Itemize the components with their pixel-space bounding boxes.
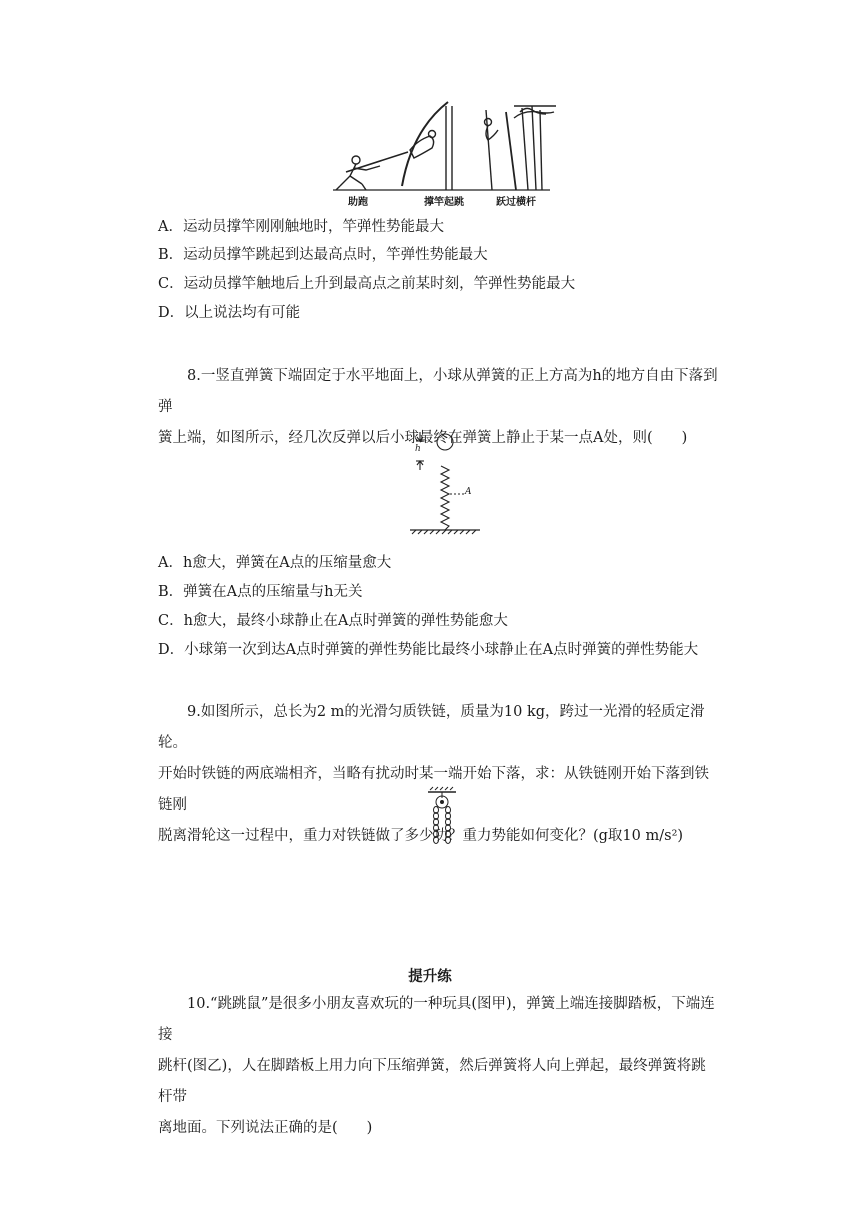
q7-option-a: A．运动员撑竿刚刚触地时，竿弹性势能最大 [158,219,444,235]
q8-option-c: C．h愈大，最终小球静止在A点时弹簧的弹性势能愈大 [158,613,508,629]
q9-stem-line-1: 9.如图所示，总长为2 m的光滑匀质铁链，质量为10 kg，跨过一光滑的轻质定滑轮。 [158,704,705,751]
q9-stem-line-3: 脱离滑轮这一过程中，重力对铁链做了多少功？重力势能如何变化？(g取10 m/s²) [158,828,684,844]
caption-run-up: 助跑 [348,197,368,208]
q10-stem-line-1: 10.“跳跳鼠”是很多小朋友喜欢玩的一种玩具(图甲)，弹簧上端连接脚踏板，下端连接 [158,996,715,1043]
q9-stem-line-2: 开始时铁链的两底端相齐，当略有扰动时某一端开始下落，求：从铁链刚开始下落到铁链刚 [158,766,709,813]
a-point-label: A [465,487,472,497]
q8-stem-line-1: 8.一竖直弹簧下端固定于水平地面上，小球从弹簧的正上方高为h的地方自由下落到弹 [158,368,718,415]
q8-option-b: B．弹簧在A点的压缩量与h无关 [158,584,363,600]
q10-stem-line-3: 离地面。下列说法正确的是( ) [158,1120,373,1136]
q10-stem-line-2: 跳杆(图乙)，人在脚踏板上用力向下压缩弹簧，然后弹簧将人向上弹起，最终弹簧将跳杆带 [158,1058,706,1105]
caption-clear-bar: 跃过横杆 [496,197,536,208]
q8-option-a: A．h愈大，弹簧在A点的压缩量愈大 [158,555,392,571]
h-label: h [415,444,421,454]
q8-option-d: D．小球第一次到达A点时弹簧的弹性势能比最终小球静止在A点时弹簧的弹性势能大 [158,642,699,658]
section-title: 提升练 [408,968,452,985]
q7-option-d: D．以上说法均有可能 [158,305,301,321]
caption-pole-takeoff: 撑竿起跳 [424,197,464,208]
q8-stem-line-2: 簧上端，如图所示，经几次反弹以后小球最终在弹簧上静止于某一点A处，则( ) [158,430,688,446]
q7-option-c: C．运动员撑竿触地后上升到最高点之前某时刻，竿弹性势能最大 [158,276,576,292]
q7-option-b: B．运动员撑竿跳起到达最高点时，竿弹性势能最大 [158,247,488,263]
q10-stem [158,989,718,1144]
